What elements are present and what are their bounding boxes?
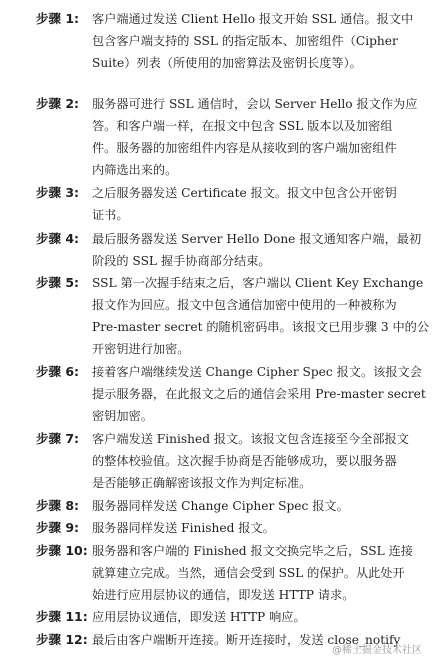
watermark: @稀土掘金技术社区 bbox=[332, 645, 422, 656]
step-text bbox=[92, 361, 426, 427]
step-line: 服务器同样发送 Change Cipher Spec 报文。 bbox=[92, 499, 349, 513]
step-text bbox=[92, 93, 420, 181]
step-line: SSL 第一次握手结束之后，客户端以 Client Key Exchange bbox=[92, 276, 424, 290]
step-line: 证书。 bbox=[92, 208, 129, 222]
step-line: 报文作为回应。报文中包含通信加密中使用的一种被称为 bbox=[92, 298, 397, 312]
step-text bbox=[92, 182, 420, 226]
step-label: 步骤 8: bbox=[36, 498, 80, 513]
step-line: 最后由客户端断开连接。断开连接时，发送 close_notify bbox=[92, 633, 401, 647]
step-line: Pre-master secret 的随机密码串。该报文已用步骤 3 中的公 bbox=[92, 320, 430, 334]
step-label: 步骤 9: bbox=[36, 520, 80, 535]
step-text bbox=[92, 517, 420, 539]
step-line: 客户端发送 Finished 报文。该报文包含连接至今全部报文 bbox=[92, 432, 409, 446]
step-label: 步骤 3: bbox=[36, 185, 80, 200]
step-line: 客户端通过发送 Client Hello 报文开始 SSL 通信。报文中 bbox=[92, 12, 414, 26]
step-line: 服务器和客户端的 Finished 报文交换完毕之后，SSL 连接 bbox=[92, 544, 413, 558]
step-text bbox=[92, 540, 420, 606]
step-line: 内筛选出来的。 bbox=[92, 163, 178, 177]
step-line: 件。服务器的加密组件内容是从接收到的客户端加密组件 bbox=[92, 141, 397, 155]
step-line: 阶段的 SSL 握手协商部分结束。 bbox=[92, 254, 271, 268]
step-text bbox=[92, 272, 430, 360]
step-line: 服务器同样发送 Finished 报文。 bbox=[92, 521, 275, 535]
step-label: 步骤 10: bbox=[36, 543, 88, 558]
step-label: 步骤 7: bbox=[36, 431, 80, 446]
step-line: Suite）列表（所使用的加密算法及密钥长度等）。 bbox=[92, 56, 362, 70]
step-line: 开密钥进行加密。 bbox=[92, 342, 190, 356]
step-text bbox=[92, 8, 420, 74]
step-line: 是否能够正确解密该报文作为判定标准。 bbox=[92, 476, 312, 490]
step-line: 始进行应用层协议的通信，即发送 HTTP 请求。 bbox=[92, 588, 355, 602]
step-label: 步骤 6: bbox=[36, 364, 80, 379]
step-label: 步骤 12: bbox=[36, 632, 88, 647]
step-label: 步骤 5: bbox=[36, 275, 80, 290]
step-line: 最后服务器发送 Server Hello Done 报文通知客户端，最初 bbox=[92, 232, 422, 246]
step-line: 就算建立完成。当然，通信会受到 SSL 的保护。从此处开 bbox=[92, 566, 405, 580]
step-line: 接着客户端继续发送 Change Cipher Spec 报文。该报文会 bbox=[92, 365, 422, 379]
step-line: 之后服务器发送 Certificate 报文。报文中包含公开密钥 bbox=[92, 186, 397, 200]
step-line: 密钥加密。 bbox=[92, 409, 153, 423]
step-line: 的整体校验值。这次握手协商是否能够成功，要以服务器 bbox=[92, 454, 397, 468]
step-text bbox=[92, 606, 420, 628]
step-line: 提示服务器，在此报文之后的通信会采用 Pre-master secret bbox=[92, 387, 426, 401]
step-text bbox=[92, 428, 420, 494]
step-line: 答。和客户端一样，在报文中包含 SSL 版本以及加密组 bbox=[92, 119, 393, 133]
step-label: 步骤 1: bbox=[36, 11, 80, 26]
step-text bbox=[92, 228, 420, 272]
step-line: 服务器可进行 SSL 通信时，会以 Server Hello 报文作为应 bbox=[92, 97, 418, 111]
step-label: 步骤 11: bbox=[36, 609, 88, 624]
step-text bbox=[92, 495, 420, 517]
step-line: 包含客户端支持的 SSL 的指定版本、加密组件（Cipher bbox=[92, 34, 398, 48]
step-line: 应用层协议通信，即发送 HTTP 响应。 bbox=[92, 610, 306, 624]
step-label: 步骤 2: bbox=[36, 96, 80, 111]
step-label: 步骤 4: bbox=[36, 231, 80, 246]
